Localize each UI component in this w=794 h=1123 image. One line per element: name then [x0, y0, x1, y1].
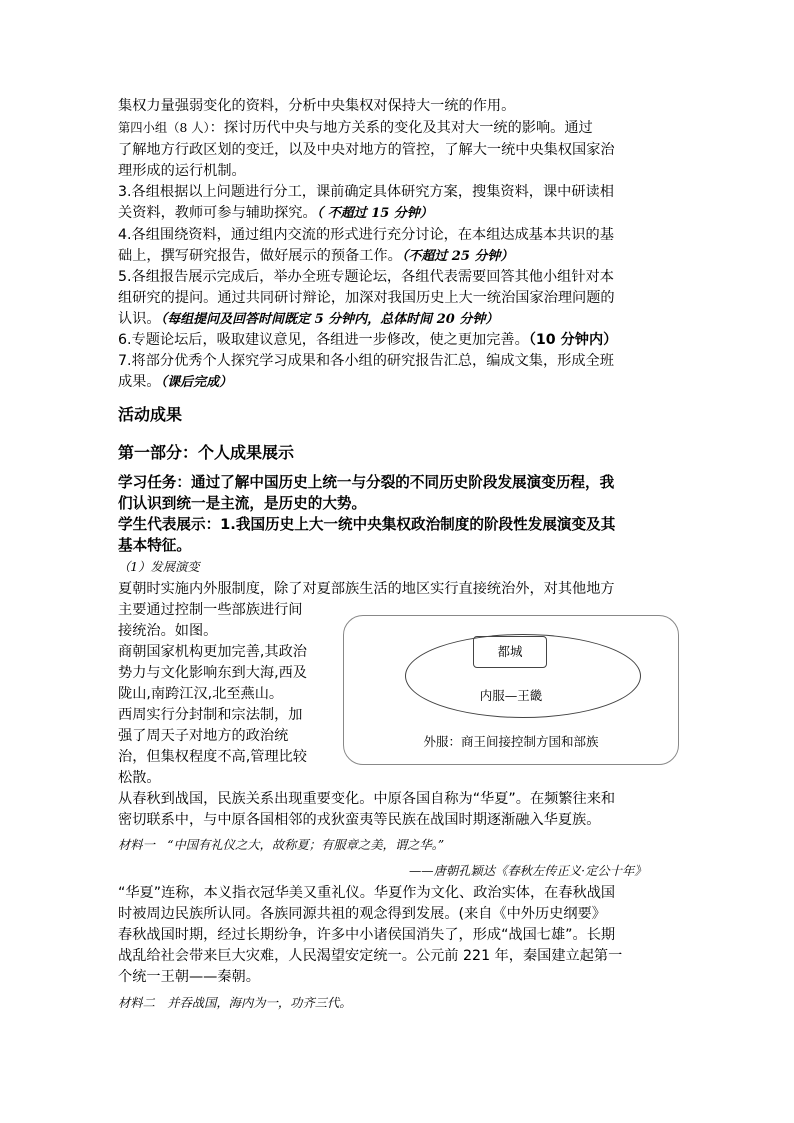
text-line — [118, 373, 232, 392]
text-span: 成果。 — [118, 374, 161, 390]
text-line: 陇山,南跨江汉,北至燕山。 — [118, 686, 284, 702]
student-showcase: 学生代表展示：1.我国历史上大一统中央集权政治制度的阶段性发展演变及其 — [118, 516, 616, 533]
text-line: 夏朝时实施内外服制度，除了对夏部族生活的地区实行直接统治外，对其他地方 — [118, 581, 615, 597]
learning-task: 学习任务：通过了解中国历史上统一与分裂的不同历史阶段发展演变历程，我 — [118, 474, 615, 491]
text-line: “华夏”连称，本义指衣冠华美又重礼仪。华夏作为文化、政治实体，在春秋战国 — [118, 885, 616, 901]
capital-box: 都城 — [473, 636, 547, 668]
text-line — [118, 331, 617, 350]
inner-domain-label: 内服—王畿 — [479, 688, 543, 703]
text-line: 强了周天子对地方的政治统 — [118, 728, 289, 744]
text-line: 组研究的提问。通过共同研讨辩论，加深对我国历史上大一统治国家治理问题的 — [118, 290, 615, 306]
text-line: 松散。 — [118, 770, 161, 786]
outer-domain-label: 外服：商王间接控制方国和部族 — [423, 734, 599, 749]
text-span: ：探讨历代中央与地方关系的变化及其对大一统的影响。通过 — [209, 120, 593, 136]
time-note: （每组提问及回答时间既定 5 分钟内，总体时间 20 分钟） — [160, 312, 499, 327]
text-span: 础上，撰写研究报告，做好展示的预备工作。 — [118, 248, 402, 264]
text-line: 了解地方行政区划的变迁，以及中央对地方的管控，了解大一统中央集权国家治 — [118, 142, 615, 158]
text-line: 7.将部分优秀个人探究学习成果和各小组的研究报告汇总，编成文集，形成全班 — [118, 353, 614, 369]
text-line: 5.各组报告展示完成后，举办全班专题论坛，各组代表需要回答其他小组针对本 — [118, 269, 614, 285]
text-line — [118, 119, 593, 138]
text-line: 春秋战国时期，经过长期纷争，许多中小诸侯国消失了，形成“战国七雄”。长期 — [118, 927, 616, 943]
text-line: 4.各组围绕资料，通过组内交流的形式进行充分讨论，在本组达成基本共识的基 — [118, 227, 614, 243]
subheading: （1）发展演变 — [118, 560, 200, 574]
text-line: 治，但集权程度不高,管理比较 — [118, 749, 307, 765]
material-source: ——唐朝孔颖达《春秋左传正义·定公十年》 — [409, 864, 647, 878]
text-line — [118, 247, 513, 266]
text-line: 个统一王朝——秦朝。 — [118, 969, 260, 985]
time-note: （10 分钟内） — [528, 332, 618, 348]
student-showcase: 基本特征。 — [118, 537, 191, 554]
text-line — [118, 204, 433, 223]
time-note: （ 不超过 15 分钟） — [316, 206, 433, 221]
text-span: 关资料，教师可参与辅助探究。 — [118, 205, 317, 221]
text-line: 接统治。如图。 — [118, 623, 218, 639]
time-note: （不超过 25 分钟） — [401, 249, 514, 264]
material-quote: 材料一 “中国有礼仪之大，故称夏；有服章之美，谓之华。” — [118, 838, 445, 852]
learning-task: 们认识到统一是主流，是历史的大势。 — [118, 495, 367, 512]
text-line: 理形成的运行机制。 — [118, 163, 246, 179]
text-line — [118, 310, 498, 329]
text-line: 战乱给社会带来巨大灾难，人民渴望安定统一。公元前 221 年，秦国建立起第一 — [118, 948, 623, 964]
section-heading: 活动成果 — [118, 405, 183, 424]
text-line: 势力与文化影响东到大海,西及 — [118, 665, 307, 681]
time-note: （课后完成） — [160, 375, 233, 390]
text-line: 时被周边民族所认同。各族同源共祖的观念得到发展。(来自《中外历史纲要》 — [118, 906, 606, 922]
section-heading: 第一部分：个人成果展示 — [118, 443, 295, 462]
text-span: 认识。 — [118, 311, 161, 327]
text-line: 西周实行分封制和宗法制，加 — [118, 707, 303, 723]
text-line: 商朝国家机构更加完善,其政治 — [118, 644, 307, 660]
group-label: 第四小组（8 人） — [118, 121, 210, 135]
text-line: 密切联系中，与中原各国相邻的戎狄蛮夷等民族在战国时期逐渐融入华夏族。 — [118, 812, 601, 828]
text-line: 3.各组根据以上问题进行分工，课前确定具体研究方案，搜集资料，课中研读相 — [118, 184, 614, 200]
inner-outer-service-diagram — [343, 615, 679, 765]
text-line: 从春秋到战国，民族关系出现重要变化。中原各国自称为“华夏”。在频繁往来和 — [118, 791, 616, 807]
text-line: 集权力量强弱变化的资料，分析中央集权对保持大一统的作用。 — [118, 98, 516, 114]
material-quote: 材料二 并吞战国，海内为一，功齐三代。 — [118, 996, 352, 1010]
text-line: 主要通过控制一些部族进行间 — [118, 602, 303, 618]
text-span: 6.专题论坛后，吸取建议意见，各组进一步修改，使之更加完善。 — [118, 332, 529, 348]
